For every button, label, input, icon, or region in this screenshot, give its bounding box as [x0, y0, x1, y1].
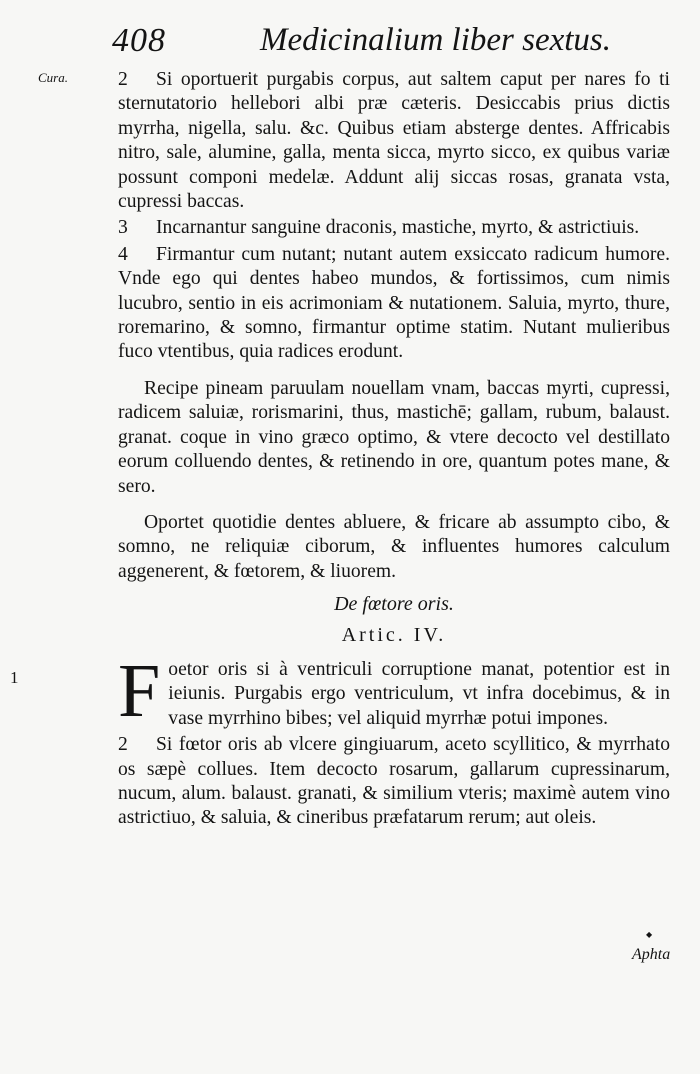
paragraph-text: Si oportuerit purgabis corpus, aut saltem caput per nares fo ti sternutatorio hellebori albi præ cæteris. Desiccabis prius dictis myrrha, nigella, salu. &c. Quibus etiam absterge dentes. Affricabis nitro, sale, alumine, galla, menta sicca, myrto sicco, ex quibus variæ possunt componi medelæ. Addunt alij siccas rosas, granata vsta, cupressi baccas. — [118, 69, 670, 213]
article-text — [118, 649, 670, 831]
margin-note: Cura. — [38, 70, 68, 85]
section-title: De fœtore oris. — [334, 593, 454, 615]
article-heading: Artic. IV. — [341, 624, 447, 646]
paragraph-oportet — [118, 511, 670, 584]
paragraph-number: 2 — [118, 69, 128, 90]
paragraph-number: 2 — [118, 734, 128, 756]
paragraph-2 — [118, 68, 670, 214]
paragraph-text: Oportet quotidie dentes abluere, & fricare ab assumpto cibo, & somno, ne reliquiæ ciborum, & influentes humores calculum aggenerent, & fœtorem, & liuorem. — [118, 511, 670, 582]
paragraph-number: 3 — [118, 217, 128, 239]
paragraph-text: Si fœtor oris ab vlcere gingiuarum, aceto scyllitico, & myrrhato os sæpè collues. Item decocto rosarum, gallarum cupressinarum, nucum, alum. balaust. granati, & similium vteris; maximè autem vino astrictiuo, & saluia, & cineribus præfatarum rerum; aut oleis. — [118, 734, 670, 829]
paragraph-3 — [118, 216, 670, 240]
page-number: 408 — [112, 22, 166, 59]
paragraph-4 — [118, 243, 670, 365]
article-paragraph-number: 1 — [10, 668, 19, 687]
catchword: Aphta — [632, 946, 671, 963]
paragraph-recipe — [118, 377, 670, 499]
paragraph-text: Firmantur cum nutant; nutant autem exsiccato radicum humore. Vnde ego qui dentes habeo mundos, & fortissimos, cum nimis lucubro, sentio in eis acrimoniam & nutationem. Saluia, myrto, thure, roremarino, & somno, firmantur optime statim. Nutant mulieribus fuco vtentibus, quia radices erodunt. — [118, 243, 670, 363]
running-title: Medicinalium liber sextus. — [260, 22, 612, 58]
paragraph-text: Recipe pineam paruulam nouellam vnam, baccas myrti, cupressi, radicem saluiæ, rorismarini, thus, mastichē; gallam, rubum, balaust. granat. coque in vino græco optimo, & vtere decocto vel destillato eorum colluendo dentes, & retinendo in ore, quantum potes mane, & sero. — [118, 377, 670, 497]
main-text — [118, 60, 670, 584]
ornament-mark: ◆ — [646, 930, 653, 939]
paragraph-text: oetor oris si à ventriculi corruptione manat, potentior est in ieiunis. Purgabis ergo ventriculum, vt infra docebimus, & in vase myrrhino bibes; vel aliquid myrrhæ potui impones. — [168, 659, 670, 729]
article-paragraph-2 — [118, 733, 670, 831]
paragraph-number: 4 — [118, 243, 128, 265]
paragraph-text: Incarnantur sanguine draconis, mastiche, myrto, & astrictiuis. — [156, 217, 640, 239]
drop-cap: F — [118, 649, 161, 733]
article-paragraph-1 — [118, 649, 670, 733]
